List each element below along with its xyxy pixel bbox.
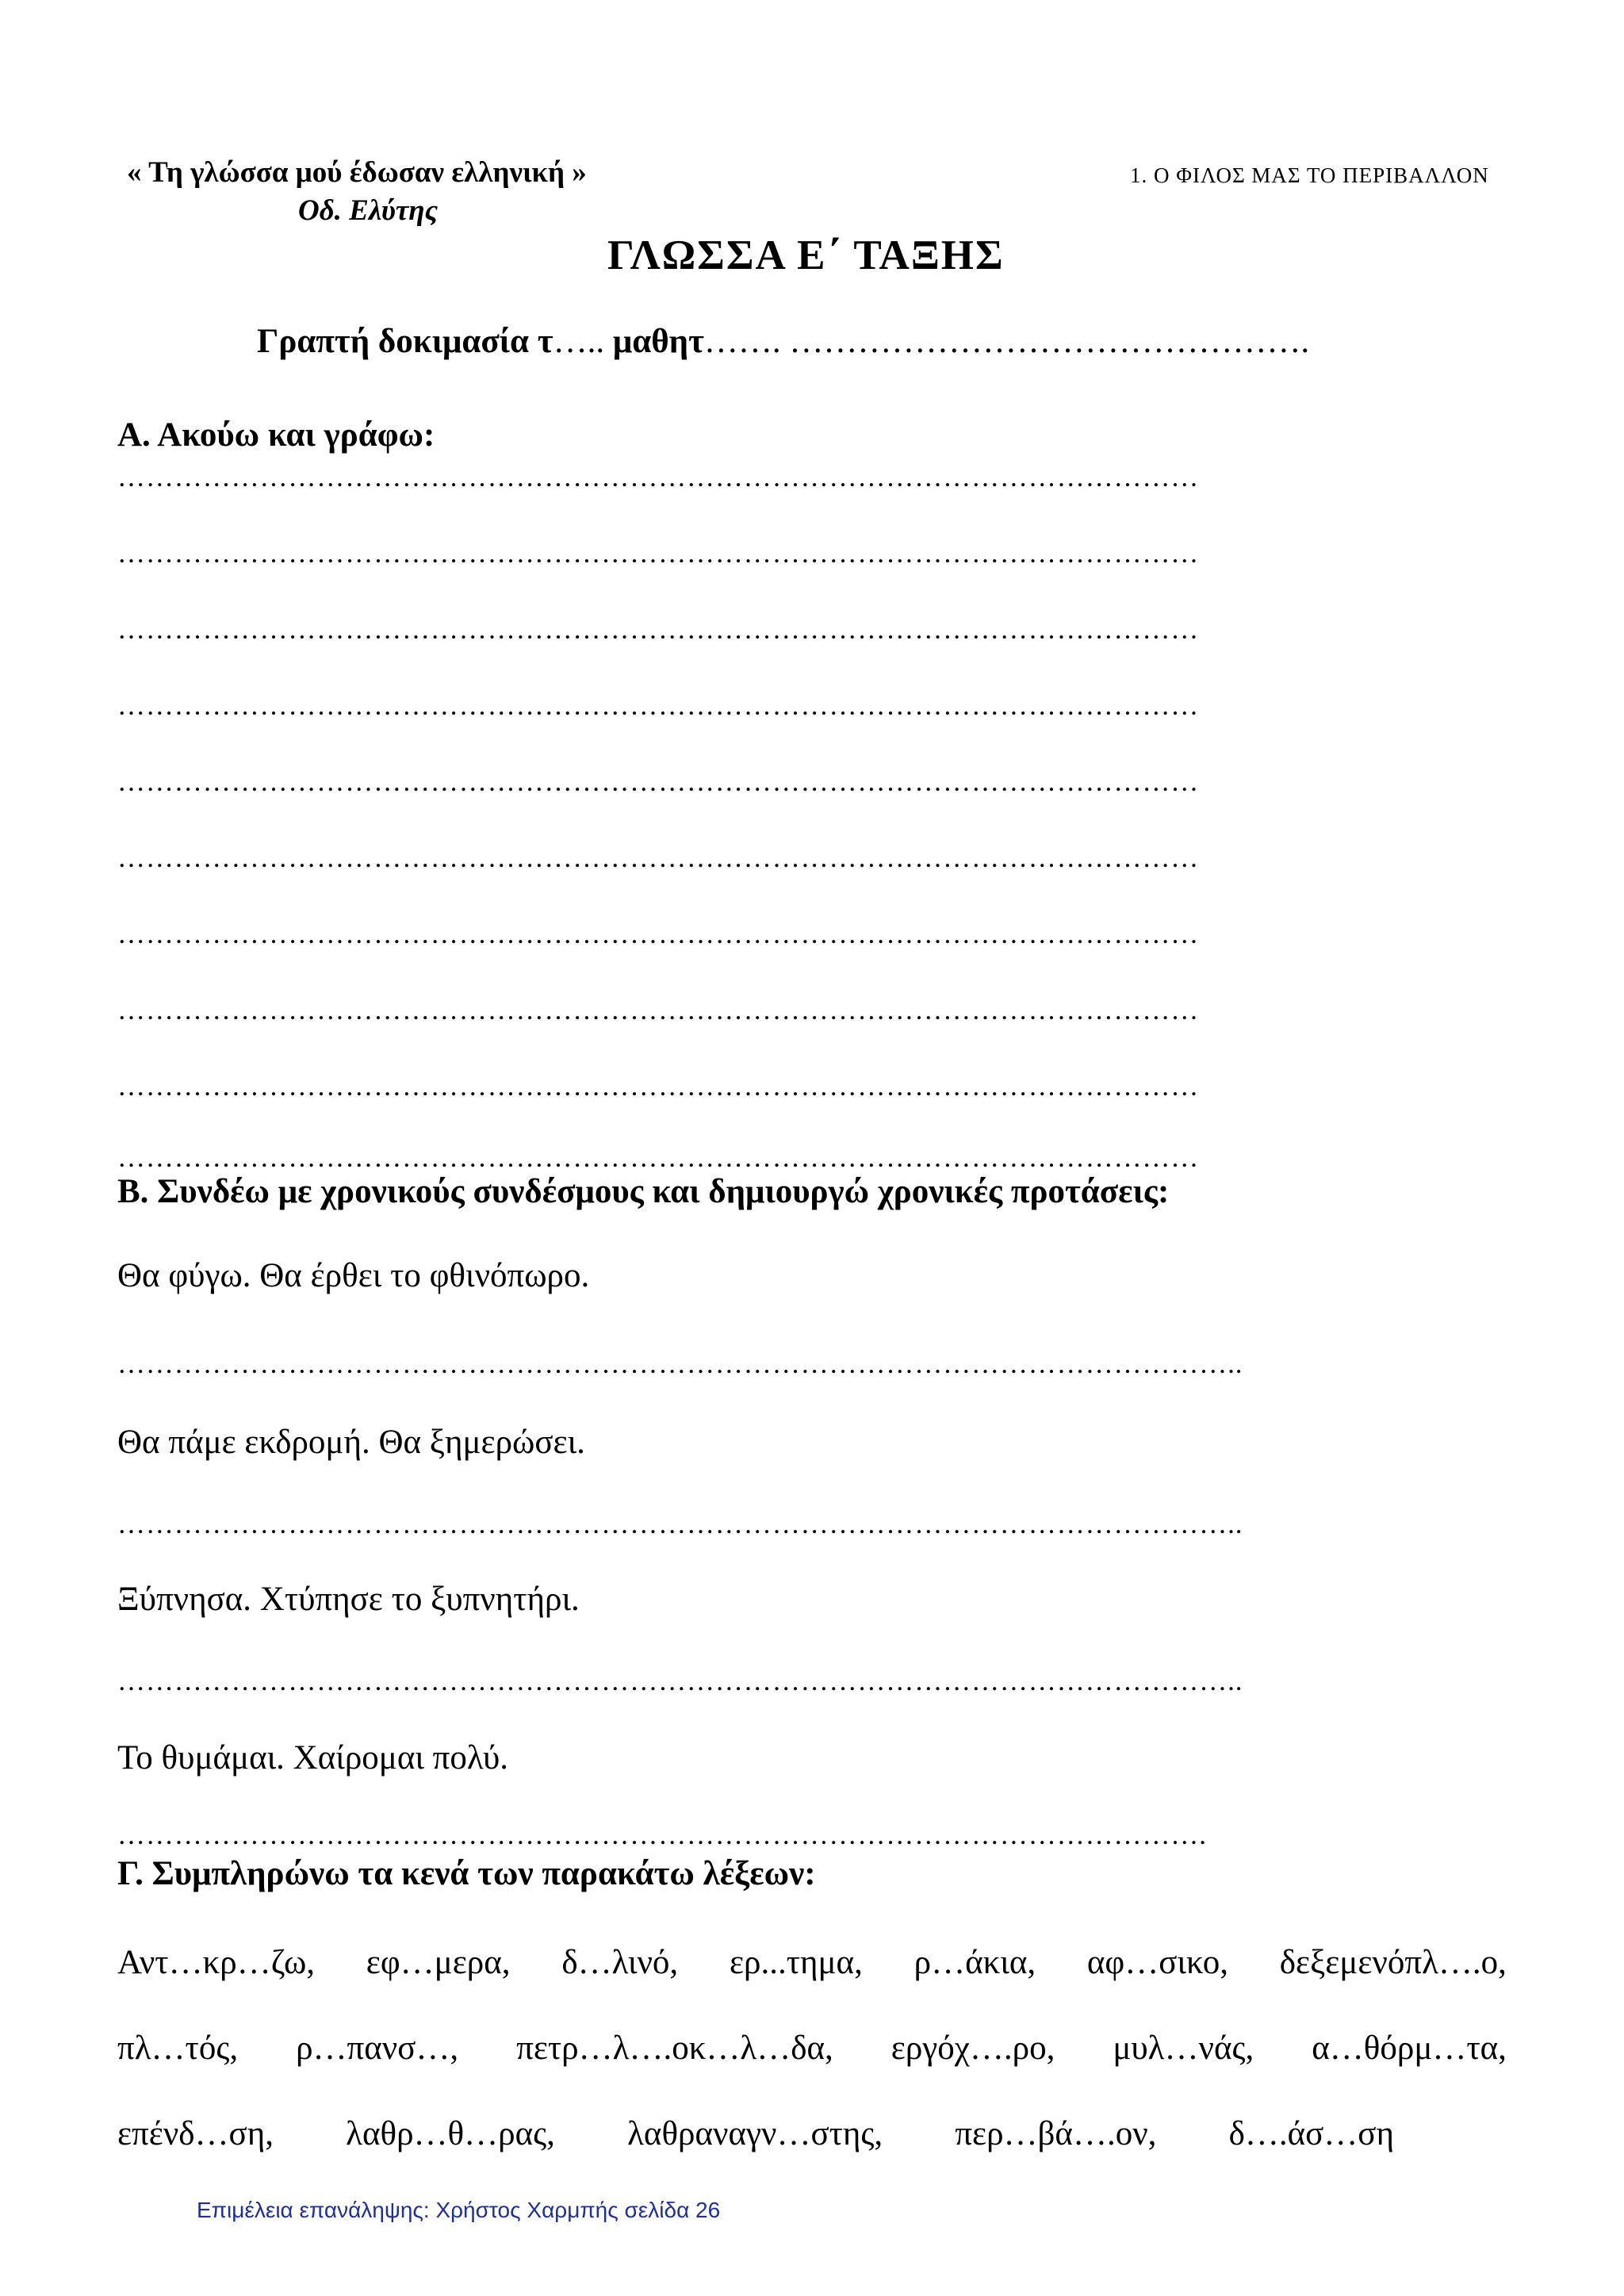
answer-line[interactable]: ……………………………………………………………………………………………………….. <box>117 1665 1243 1696</box>
page-footer: Επιμέλεια επανάληψης: Χρήστος Χαρμπής σελίδα 26 <box>197 2198 721 2222</box>
exercise-sentence: Το θυμάμαι. Χαίρομαι πολύ. <box>117 1739 509 1777</box>
word-blank: πετρ…λ….οκ…λ…δα, <box>516 2030 833 2067</box>
answer-line[interactable]: …………………………………………………………………………………………………… <box>117 995 1200 1025</box>
word-blank: επένδ…ση, <box>117 2115 274 2152</box>
answer-line[interactable]: …………………………………………………………………………………………………… <box>117 1142 1200 1173</box>
answer-line[interactable]: …………………………………………………………………………………………………… <box>117 690 1200 721</box>
word-blank: δ…λινό, <box>561 1944 679 1981</box>
word-blank: μυλ…νάς, <box>1113 2030 1254 2067</box>
motto-author: Οδ. Ελύτης <box>298 194 439 227</box>
word-blank: δεξεμενόπλ….ο, <box>1279 1944 1507 1981</box>
word-blank: λαθρ…θ…ρας, <box>346 2115 555 2152</box>
word-blank: εφ…μερα, <box>366 1944 511 1981</box>
motto: « Τη γλώσσα μού έδωσαν ελληνική » <box>127 156 587 189</box>
exercise-sentence: Ξύπνησα. Χτύπησε το ξυπνητήρι. <box>117 1581 580 1618</box>
page-title: ΓΛΩΣΣΑ Ε΄ ΤΑΞΗΣ <box>607 232 1005 278</box>
section-c-heading: Γ. Συμπληρώνω τα κενά των παρακάτω λέξεων: <box>117 1855 816 1892</box>
exercise-sentence: Θα φύγω. Θα έρθει το φθινόπωρο. <box>117 1257 590 1294</box>
word-blank: εργόχ….ρο, <box>891 2030 1055 2067</box>
exercise-sentence: Θα πάμε εκδρομή. Θα ξημερώσει. <box>117 1424 585 1461</box>
section-b-heading: Β. Συνδέω με χρονικούς συνδέσμους και δημιουργώ χρονικές προτάσεις: <box>117 1173 1170 1210</box>
section-a-heading: Α. Ακούω και γράφω: <box>117 416 435 454</box>
word-row <box>117 2114 1394 2153</box>
answer-line[interactable]: …………………………………………………………………………………………………… <box>117 1071 1200 1102</box>
answer-line[interactable]: ……………………………………………………………………………………………………. <box>117 1819 1207 1850</box>
answer-line[interactable]: …………………………………………………………………………………………………… <box>117 462 1200 493</box>
word-blank: πλ…τός, <box>117 2030 239 2067</box>
subtitle-label: Γραπτή δοκιμασία τ <box>257 323 553 360</box>
answer-line[interactable]: …………………………………………………………………………………………………… <box>117 766 1200 797</box>
word-blank: αφ…σικο, <box>1086 1944 1228 1981</box>
answer-line[interactable]: …………………………………………………………………………………………………… <box>117 918 1200 949</box>
answer-line[interactable]: …………………………………………………………………………………………………… <box>117 614 1200 645</box>
subtitle-dots-1: ….. <box>553 323 613 360</box>
word-blank: λαθραναγν…στης, <box>627 2115 883 2152</box>
answer-line[interactable]: ……………………………………………………………………………………………………….. <box>117 1348 1243 1379</box>
unit-title: 1. Ο ΦΙΛΟΣ ΜΑΣ ΤΟ ΠΕΡΙΒΑΛΛΟΝ <box>1130 163 1489 187</box>
word-blank: Αντ…κρ…ζω, <box>117 1944 316 1981</box>
word-blank: δ….άσ…ση <box>1228 2115 1394 2152</box>
word-blank: περ…βά….ον, <box>955 2115 1157 2152</box>
answer-line[interactable]: …………………………………………………………………………………………………… <box>117 538 1200 569</box>
word-blank: α…θόρμ…τα, <box>1312 2030 1507 2067</box>
word-row <box>117 1943 1507 1982</box>
answer-line[interactable]: …………………………………………………………………………………………………… <box>117 842 1200 873</box>
subtitle-dots-2: ……. ………………………………………. <box>703 323 1310 360</box>
word-row <box>117 2029 1507 2068</box>
subtitle <box>257 322 1309 361</box>
word-blank: ρ…πανσ…, <box>296 2030 459 2067</box>
answer-line[interactable]: ……………………………………………………………………………………………………….. <box>117 1508 1243 1539</box>
word-blank: ερ...τημα, <box>729 1944 863 1981</box>
subtitle-label-2: μαθητ <box>612 323 704 360</box>
word-blank: ρ…άκια, <box>914 1944 1036 1981</box>
